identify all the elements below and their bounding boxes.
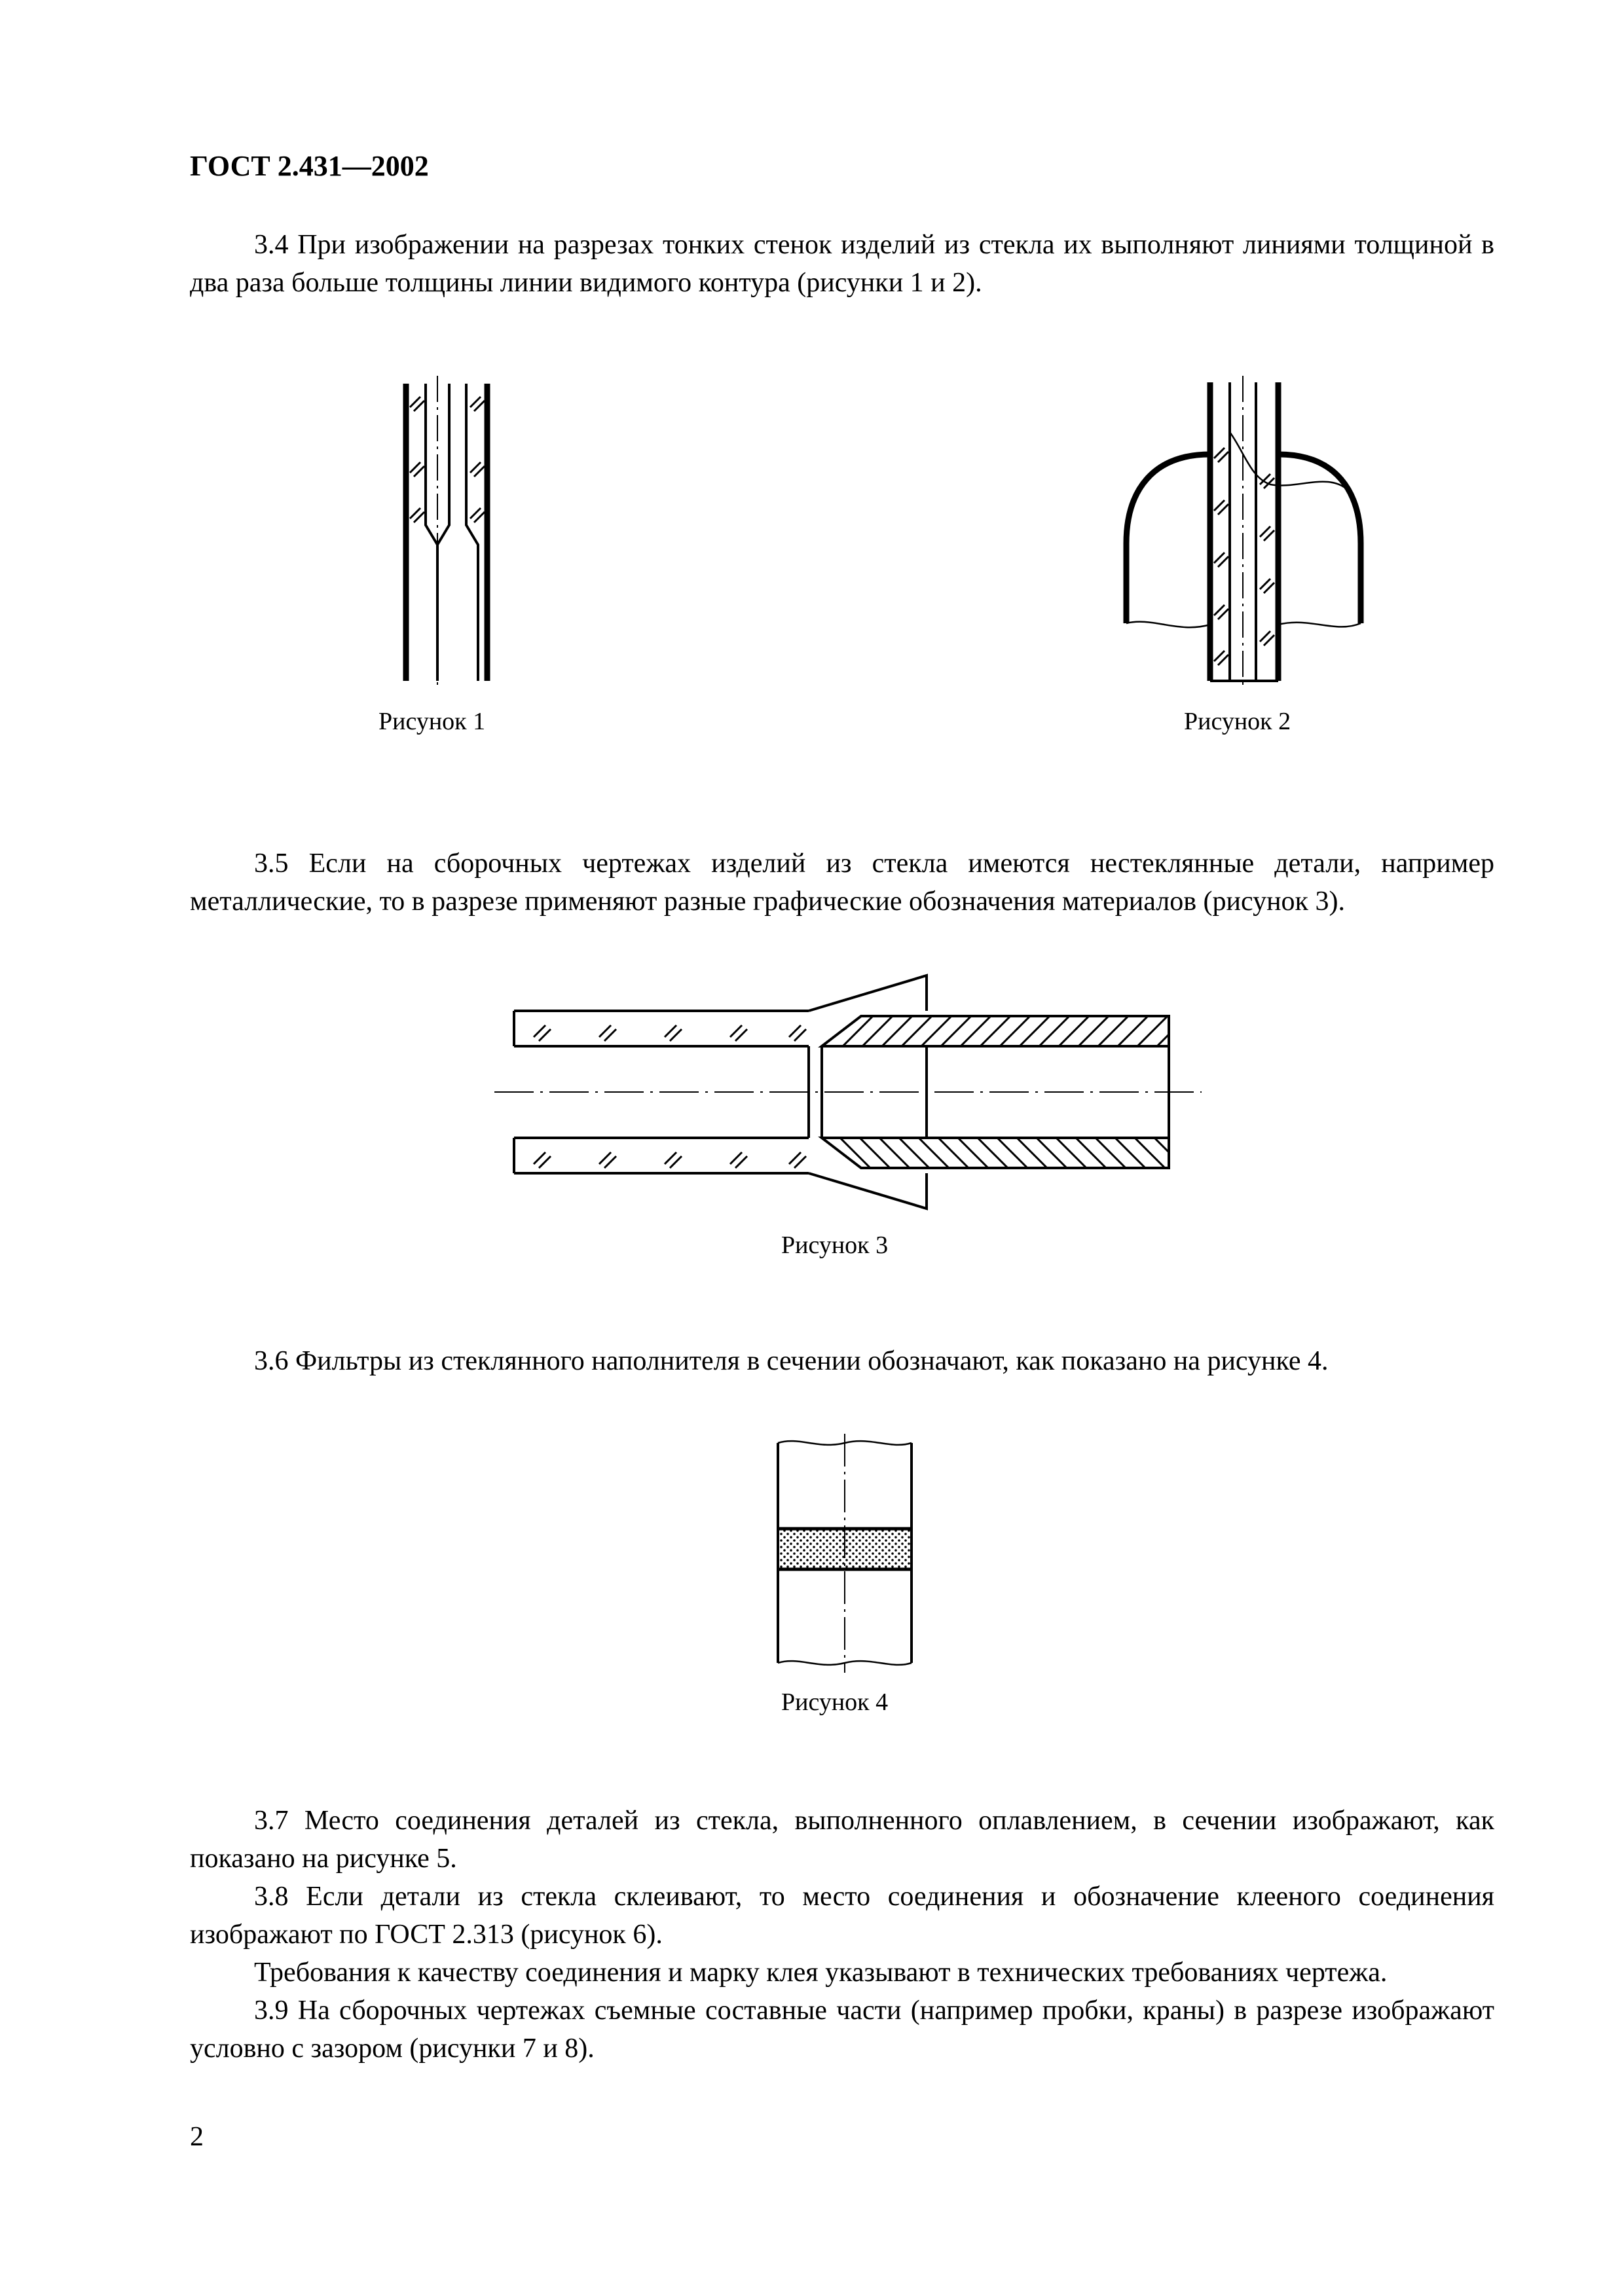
figure-1-drawing [393, 373, 498, 687]
fig2-bulb-left [1126, 454, 1210, 623]
figure-2-caption: Рисунок 2 [1184, 708, 1291, 735]
fig2-break-left [1126, 622, 1210, 628]
paragraph-3-6-text: 3.6 Фильтры из стеклянного наполнителя в сечении обозначают, как показано на рисунке 4. [254, 1346, 1329, 1376]
fig2-glass-hatch [1214, 448, 1274, 665]
fig1-right-inner [466, 384, 478, 681]
fig1-inner-left [426, 384, 437, 681]
paragraph-3-8-text: 3.8 Если детали из стекла склеивают, то место соединения и обозначение клееного соединения изображают по ГОСТ 2.313 (рисунок 6). [190, 1882, 1494, 1950]
figure-4-drawing [766, 1434, 923, 1676]
figure-2-drawing [1113, 373, 1375, 687]
fig2-break-right [1278, 623, 1361, 627]
fig1-glass-hatch [410, 397, 485, 522]
paragraph-3-7 [190, 1802, 1494, 1878]
paragraph-3-5 [190, 845, 1494, 920]
paragraph-3-8 [190, 1878, 1494, 1954]
figure-4-caption: Рисунок 4 [781, 1688, 889, 1716]
figure-3-caption: Рисунок 3 [781, 1231, 889, 1259]
paragraph-3-9 [190, 1992, 1494, 2068]
paragraph-3-8-requirements [190, 1954, 1494, 1992]
paragraph-3-4 [190, 226, 1494, 302]
paragraph-3-6 [190, 1342, 1494, 1380]
figure-3-drawing [494, 975, 1202, 1218]
fig1-inner-right [437, 384, 449, 545]
figure-1-caption: Рисунок 1 [378, 708, 486, 735]
paragraph-3-5-text: 3.5 Если на сборочных чертежах изделий из стекла имеются нестеклянные детали, например металлические, то в разрезе применяют разные графические обозначения материалов (рисунок 3). [190, 848, 1494, 917]
fig2-fusion-line [1230, 432, 1349, 491]
paragraph-3-7-text: 3.7 Место соединения деталей из стекла, выполненного оплавлением, в сечении изображают, как показано на рисунке 5. [190, 1806, 1494, 1874]
fig3-metal-hatch [809, 1008, 1195, 1178]
paragraph-3-4-text: 3.4 При изображении на разрезах тонких стенок изделий из стекла их выполняют линиями толщиной в два раза больше толщины линии видимого контура (рисунки 1 и 2). [190, 230, 1494, 298]
standard-header: ГОСТ 2.431—2002 [190, 150, 429, 182]
page-number: 2 [190, 2122, 204, 2152]
paragraph-3-9-text: 3.9 На сборочных чертежах съемные составные части (например пробки, краны) в разрезе изображают условно с зазором (рисунки 7 и 8). [190, 1995, 1494, 2064]
fig2-bulb-right [1278, 454, 1361, 623]
paragraph-3-8-requirements-text: Требования к качеству соединения и марку клея указывают в технических требованиях чертежа. [254, 1958, 1388, 1988]
